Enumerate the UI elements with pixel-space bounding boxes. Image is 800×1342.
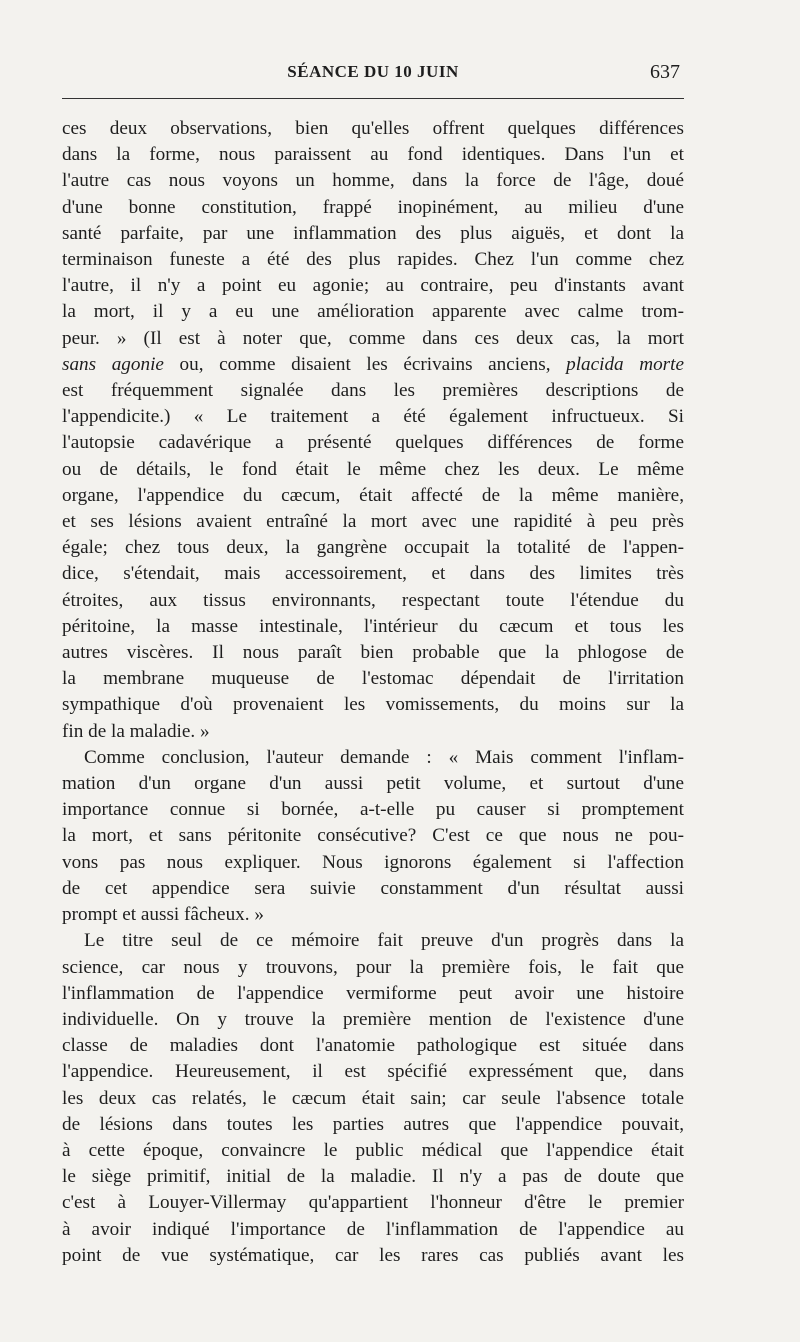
text-line: est fréquemment signalée dans les premières descriptions de [62,380,684,402]
text-line: peur. » (Il est à noter que, comme dans ces deux cas, la mort [62,327,684,349]
text-line: et ses lésions avaient entraîné la mort avec une rapidité à peu près [62,511,684,533]
text-line: point de vue systématique, car les rares cas publiés avant les [62,1244,684,1266]
text-line [62,352,684,378]
text-line: dans la forme, nous paraissent au fond identiques. Dans l'un et [62,144,684,166]
text-line: Le titre seul de ce mémoire fait preuve d'un progrès dans la [84,930,684,952]
text-line: ces deux observations, bien qu'elles offrent quelques différences [62,118,684,139]
text-line: c'est à Louyer-Villermay qu'appartient l'honneur d'être le premier [62,1192,684,1214]
text-line: de lésions dans toutes les parties autres que l'appendice pouvait, [62,1113,684,1135]
text-line: la mort, il y a eu une amélioration apparente avec calme trom- [62,301,684,323]
text-line: mation d'un organe d'un aussi petit volume, et surtout d'une [62,773,684,795]
text-line: l'appendicite.) « Le traitement a été également infructueux. Si [62,406,684,428]
text-line: le siège primitif, initial de la maladie. Il n'y a pas de doute que [62,1166,684,1188]
text-line: d'une bonne constitution, frappé inopinément, au milieu d'une [62,196,684,218]
text-line: l'autopsie cadavérique a présenté quelques différences de forme [62,432,684,454]
page-number: 637 [650,61,680,83]
text-line: la membrane muqueuse de l'estomac dépendait de l'irritation [62,668,684,690]
text-segment: ou, comme disaient les écrivains anciens, [163,353,567,375]
text-line: organe, l'appendice du cæcum, était affecté de la même manière, [62,484,684,506]
text-line: la mort, et sans péritonite consécutive? C'est ce que nous ne pou- [62,825,684,847]
text-line: individuelle. On y trouve la première mention de l'existence d'une [62,1008,684,1030]
text-line: les deux cas relatés, le cæcum était sain; car seule l'absence totale [62,1087,684,1109]
text-line: égale; chez tous deux, la gangrène occupait la totalité de l'appen- [62,537,684,559]
italic-phrase: placida morte [566,353,684,375]
text-line: à cette époque, convaincre le public médical que l'appendice était [62,1139,684,1161]
text-line: l'inflammation de l'appendice vermiforme peut avoir une histoire [62,982,684,1004]
text-line: dice, s'étendait, mais accessoirement, et dans des limites très [62,563,684,585]
text-line: ou de détails, le fond était le même chez les deux. Le même [62,458,684,480]
page-header [62,58,684,88]
text-line: de cet appendice sera suivie constamment d'un résultat aussi [62,877,684,899]
text-line: l'appendice. Heureusement, il est spécifié expressément que, dans [62,1061,684,1083]
italic-phrase: sans agonie [62,353,164,375]
text-line: science, car nous y trouvons, pour la première fois, le fait que [62,956,684,978]
text-line: Comme conclusion, l'auteur demande : « Mais comment l'inflam- [84,746,684,768]
text-line: prompt et aussi fâcheux. » [62,904,264,926]
text-line: sympathique d'où provenaient les vomissements, du moins sur la [62,694,684,716]
text-line: fin de la maladie. » [62,720,210,742]
running-title: SÉANCE DU 10 JUIN [287,62,459,81]
text-line: classe de maladies dont l'anatomie pathologique est située dans [62,1035,684,1057]
text-line: à avoir indiqué l'importance de l'inflammation de l'appendice au [62,1218,684,1240]
text-line: terminaison funeste a été des plus rapides. Chez l'un comme chez [62,249,684,271]
text-line: importance connue si bornée, a-t-elle pu causer si promptement [62,799,684,821]
text-line: autres viscères. Il nous paraît bien probable que la phlogose de [62,642,684,664]
header-rule [62,98,684,99]
text-line: étroites, aux tissus environnants, respectant toute l'étendue du [62,589,684,611]
text-line: vons pas nous expliquer. Nous ignorons également si l'affection [62,851,684,873]
text-line: l'autre cas nous voyons un homme, dans la force de l'âge, doué [62,170,684,192]
body-text [62,116,684,1269]
text-line: péritoine, la masse intestinale, l'intérieur du cæcum et tous les [62,615,684,637]
text-line: santé parfaite, par une inflammation des plus aiguës, et dont la [62,222,684,244]
text-line: l'autre, il n'y a point eu agonie; au contraire, peu d'instants avant [62,275,684,297]
